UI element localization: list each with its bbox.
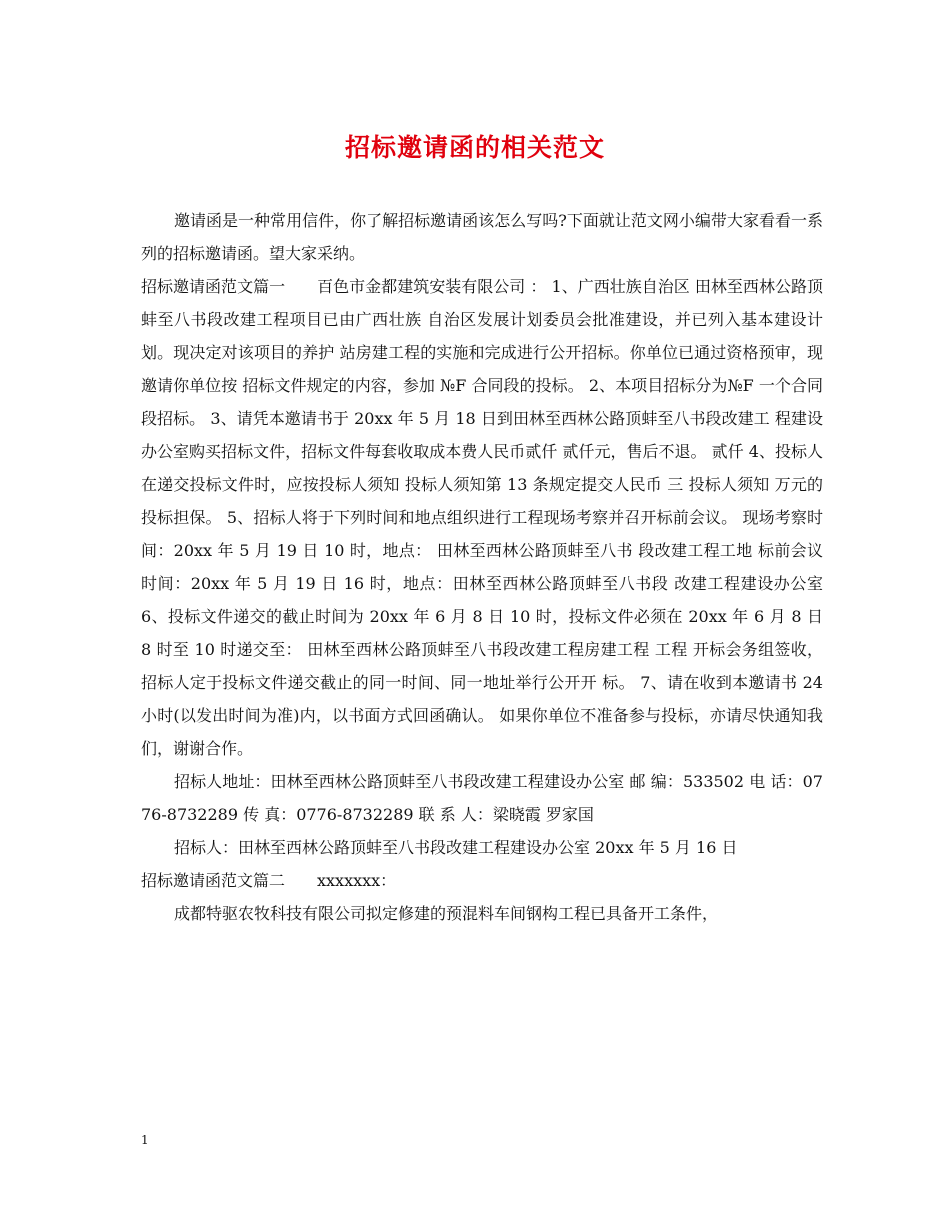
sample-one-paragraph: 招标邀请函范文篇一 百色市金都建筑安装有限公司 ： 1、广西壮族自治区 田林至西林公路顶蚌至八书段改建工程项目已由广西壮族 自治区发展计划委员会批准建设，并已列入基本建设计划。现决定对该项目的养护 站房建工程的实施和完成进行公开招标。你单位已通过资格预审，现邀请你单位按 招标文件规定的内容，参加 №F 合同段的投标。 2、本项目招标分为№F 一个合同段招标。 3、请凭本邀请书于 20xx 年 5 月 18 日到田林至西林公路顶蚌至八书段改建工 程建设办公室购买招标文件，招标文件每套收取成本费人民币贰仟 贰仟元，售后不退。 贰仟 4、投标人在递交投标文件时，应按投标人须知 投标人须知第 13 条规定提交人民币 三 投标人须知 万元的投标担保。 5、招标人将于下列时间和地点组织进行工程现场考察并召开标前会议。 现场考察时间：20xx 年 5 月 19 日 10 时，地点： 田林至西林公路顶蚌至八书 段改建工程工地 标前会议时间：20xx 年 5 月 19 日 16 时，地点：田林至西林公路顶蚌至八书段 改建工程建设办公室 6、投标文件递交的截止时间为 20xx 年 6 月 8 日 10 时，投标文件必须在 20xx 年 6 月 8 日 8 时至 10 时递交至： 田林至西林公路顶蚌至八书段改建工程房建工程 工程 开标会务组签收，招标人定于投标文件递交截止的同一时间、同一地址举行公开开 标。 7、请在收到本邀请书 24 小时(以发出时间为准)内，以书面方式回函确认。 如果你单位不准备参与投标，亦请尽快通知我们，谢谢合作。 [141,277,823,758]
sample-two-heading: 招标邀请函范文篇二 xxxxxxx： [141,871,397,890]
tenderer-signature-paragraph: 招标人：田林至西林公路顶蚌至八书段改建工程建设办公室 20xx 年 5 月 16 日 [174,838,738,857]
page-number: 1 [141,1133,149,1147]
sample-two-paragraph: 成都特驱农牧科技有限公司拟定修建的预混料车间钢构工程已具备开工条件， [174,904,719,923]
tenderer-address-paragraph: 招标人地址：田林至西林公路顶蚌至八书段改建工程建设办公室 邮 编：533502 电 话：0776-8732289 传 真：0776-8732289 联 系 人：梁晓霞 罗家国 [141,772,823,824]
intro-paragraph: 邀请函是一种常用信件，你了解招标邀请函该怎么写吗?下面就让范文网小编带大家看看一系列的招标邀请函。望大家采纳。 [141,211,823,263]
document-body [141,204,823,930]
page-title: 招标邀请函的相关范文 [344,133,605,162]
